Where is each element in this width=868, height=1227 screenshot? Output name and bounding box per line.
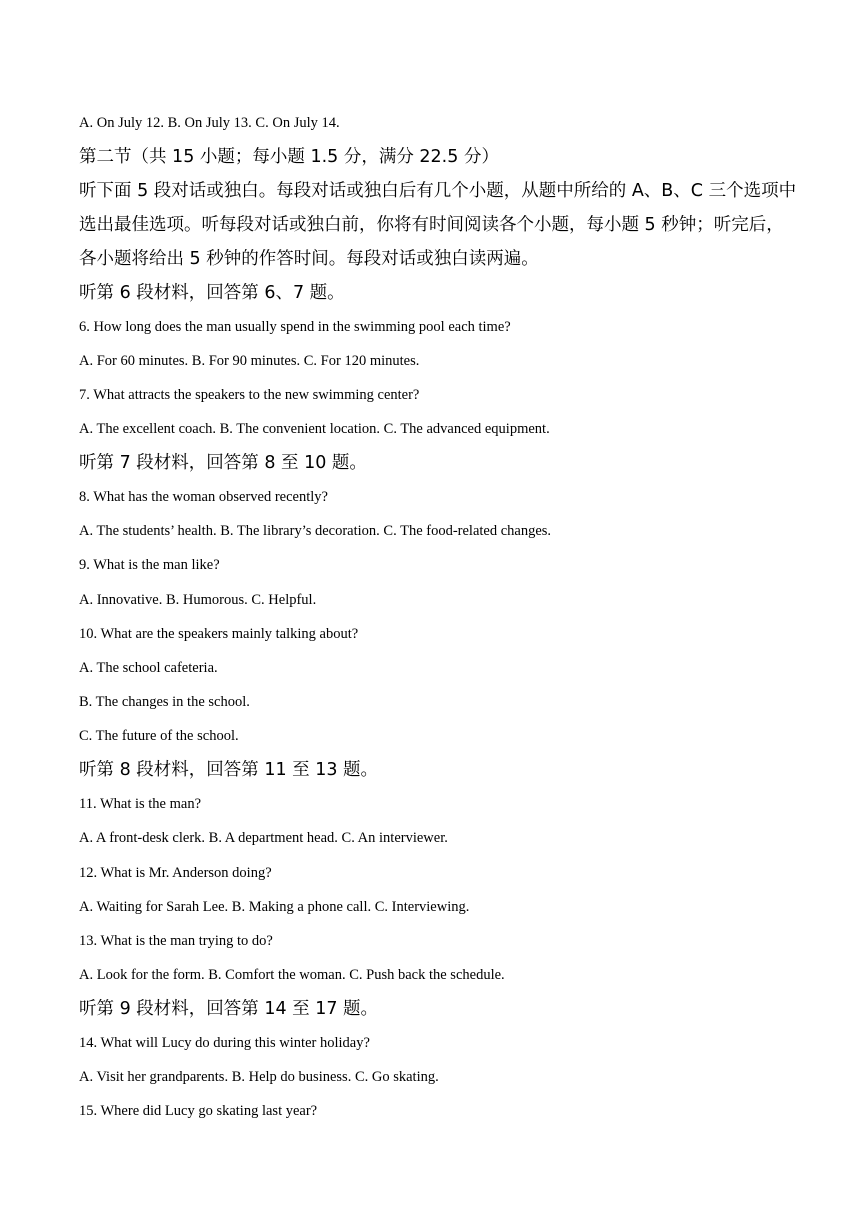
instructions-line-3: 各小题将给出 5 秒钟的作答时间。每段对话或独白读两遍。 xyxy=(79,249,539,269)
answer-options-q7: A. The excellent coach. B. The convenient location. C. The advanced equipment. xyxy=(79,421,550,437)
instructions-line-2: 选出最佳选项。听每段对话或独白前，你将有时间阅读各个小题，每小题 5 秒钟；听完后， xyxy=(79,215,784,235)
answer-options-q6: A. For 60 minutes. B. For 90 minutes. C. For 120 minutes. xyxy=(79,353,420,369)
answer-options-q11: A. A front-desk clerk. B. A department head. C. An interviewer. xyxy=(79,830,448,846)
instructions-line-1: 听下面 5 段对话或独白。每段对话或独白后有几个小题，从题中所给的 A、B、C 三个选项中 xyxy=(79,181,797,201)
answer-options-q14: A. Visit her grandparents. B. Help do business. C. Go skating. xyxy=(79,1069,439,1085)
question-7: 7. What attracts the speakers to the new swimming center? xyxy=(79,387,420,403)
passage-8-heading: 听第 8 段材料，回答第 11 至 13 题。 xyxy=(79,760,379,780)
question-8: 8. What has the woman observed recently? xyxy=(79,489,328,505)
answer-option-q10-b: B. The changes in the school. xyxy=(79,694,250,710)
answer-option-q10-a: A. The school cafeteria. xyxy=(79,660,218,676)
question-6: 6. How long does the man usually spend in the swimming pool each time? xyxy=(79,319,511,335)
answer-options-q9: A. Innovative. B. Humorous. C. Helpful. xyxy=(79,592,317,608)
question-10: 10. What are the speakers mainly talking about? xyxy=(79,626,359,642)
passage-6-heading: 听第 6 段材料，回答第 6、7 题。 xyxy=(79,283,345,303)
question-13: 13. What is the man trying to do? xyxy=(79,933,273,949)
answer-options-q5: A. On July 12. B. On July 13. C. On July 14. xyxy=(79,115,340,131)
answer-options-q12: A. Waiting for Sarah Lee. B. Making a phone call. C. Interviewing. xyxy=(79,899,470,915)
answer-option-q10-c: C. The future of the school. xyxy=(79,728,239,744)
answer-options-q8: A. The students’ health. B. The library’s decoration. C. The food-related changes. xyxy=(79,523,552,539)
passage-7-heading: 听第 7 段材料，回答第 8 至 10 题。 xyxy=(79,453,367,473)
question-9: 9. What is the man like? xyxy=(79,557,220,573)
question-12: 12. What is Mr. Anderson doing? xyxy=(79,865,272,881)
section-2-heading: 第二节（共 15 小题；每小题 1.5 分，满分 22.5 分） xyxy=(79,147,499,167)
passage-9-heading: 听第 9 段材料，回答第 14 至 17 题。 xyxy=(79,999,379,1019)
question-11: 11. What is the man? xyxy=(79,796,202,812)
question-14: 14. What will Lucy do during this winter holiday? xyxy=(79,1035,370,1051)
question-15: 15. Where did Lucy go skating last year? xyxy=(79,1103,318,1119)
answer-options-q13: A. Look for the form. B. Comfort the woman. C. Push back the schedule. xyxy=(79,967,505,983)
